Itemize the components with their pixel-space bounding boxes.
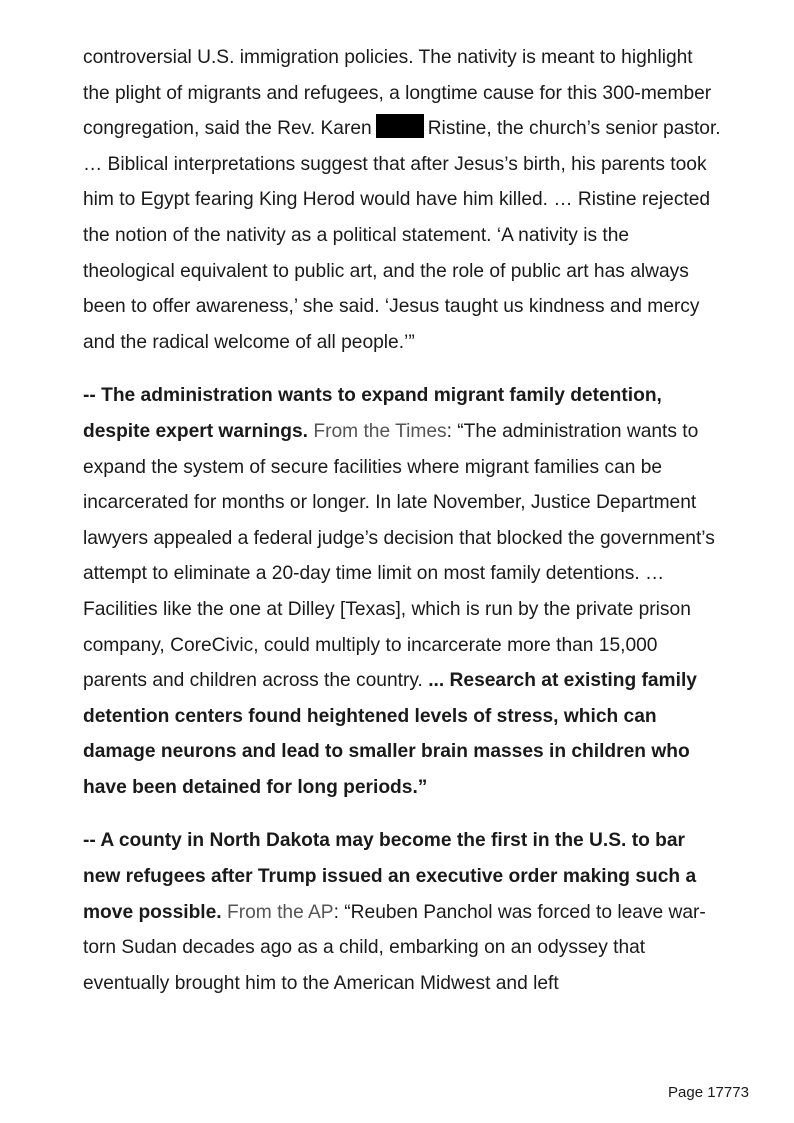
paragraph-text: controversial U.S. immigration policies. The nativity is meant to highlight the plight of migrants and refugees, a longtime cause for this 300-member congregation, said the Rev. Karen (83, 47, 712, 140)
emphasis-text: ... Research at existing family detention centers found heightened levels of stress, which can damage neurons and lead to smaller brain masses in children who have been detained for long periods.” (83, 670, 697, 798)
paragraph-north-dakota (83, 823, 723, 1001)
source-label: From the Times (313, 420, 447, 442)
source-label: From the AP (226, 901, 334, 923)
paragraph-text: : “Reuben Panchol was forced to leave war-torn Sudan decades ago as a child, embarking on an odyssey that eventually brought him to the American Midwest and left (83, 901, 706, 994)
document-body (83, 40, 723, 1001)
headline: -- A county in North Dakota may become the first in the U.S. to bar new refugees after Trump issued an executive order making such a move possible. (83, 830, 697, 923)
page-number: Page 17773 (668, 1084, 749, 1101)
paragraph-text: Ristine, the church’s senior pastor. … Biblical interpretations suggest that after Jesus’s birth, his parents took him to Egypt fearing King Herod would have him killed. … Ristine rejected the notion of the nativity as a political statement. ‘A nativity is the theological equivalent to public art, and the role of public art has always been to offer awareness,’ she said. ‘Jesus taught us kindness and mercy and the radical welcome of all people.’” (83, 118, 721, 353)
redaction-box (376, 114, 424, 138)
paragraph-text: : “The administration wants to expand the system of secure facilities where migrant families can be incarcerated for months or longer. In late November, Justice Department lawyers appealed a federal judge’s decision that blocked the government’s attempt to eliminate a 20-day time limit on most family detentions. … Facilities like the one at Dilley [Texas], which is run by the private prison company, CoreCivic, could multiply to incarcerate more than 15,000 parents and children across the country. (83, 420, 715, 692)
paragraph-family-detention (83, 378, 723, 805)
headline: -- The administration wants to expand migrant family detention, despite expert warnings. (83, 385, 662, 442)
paragraph-nativity (83, 40, 723, 360)
